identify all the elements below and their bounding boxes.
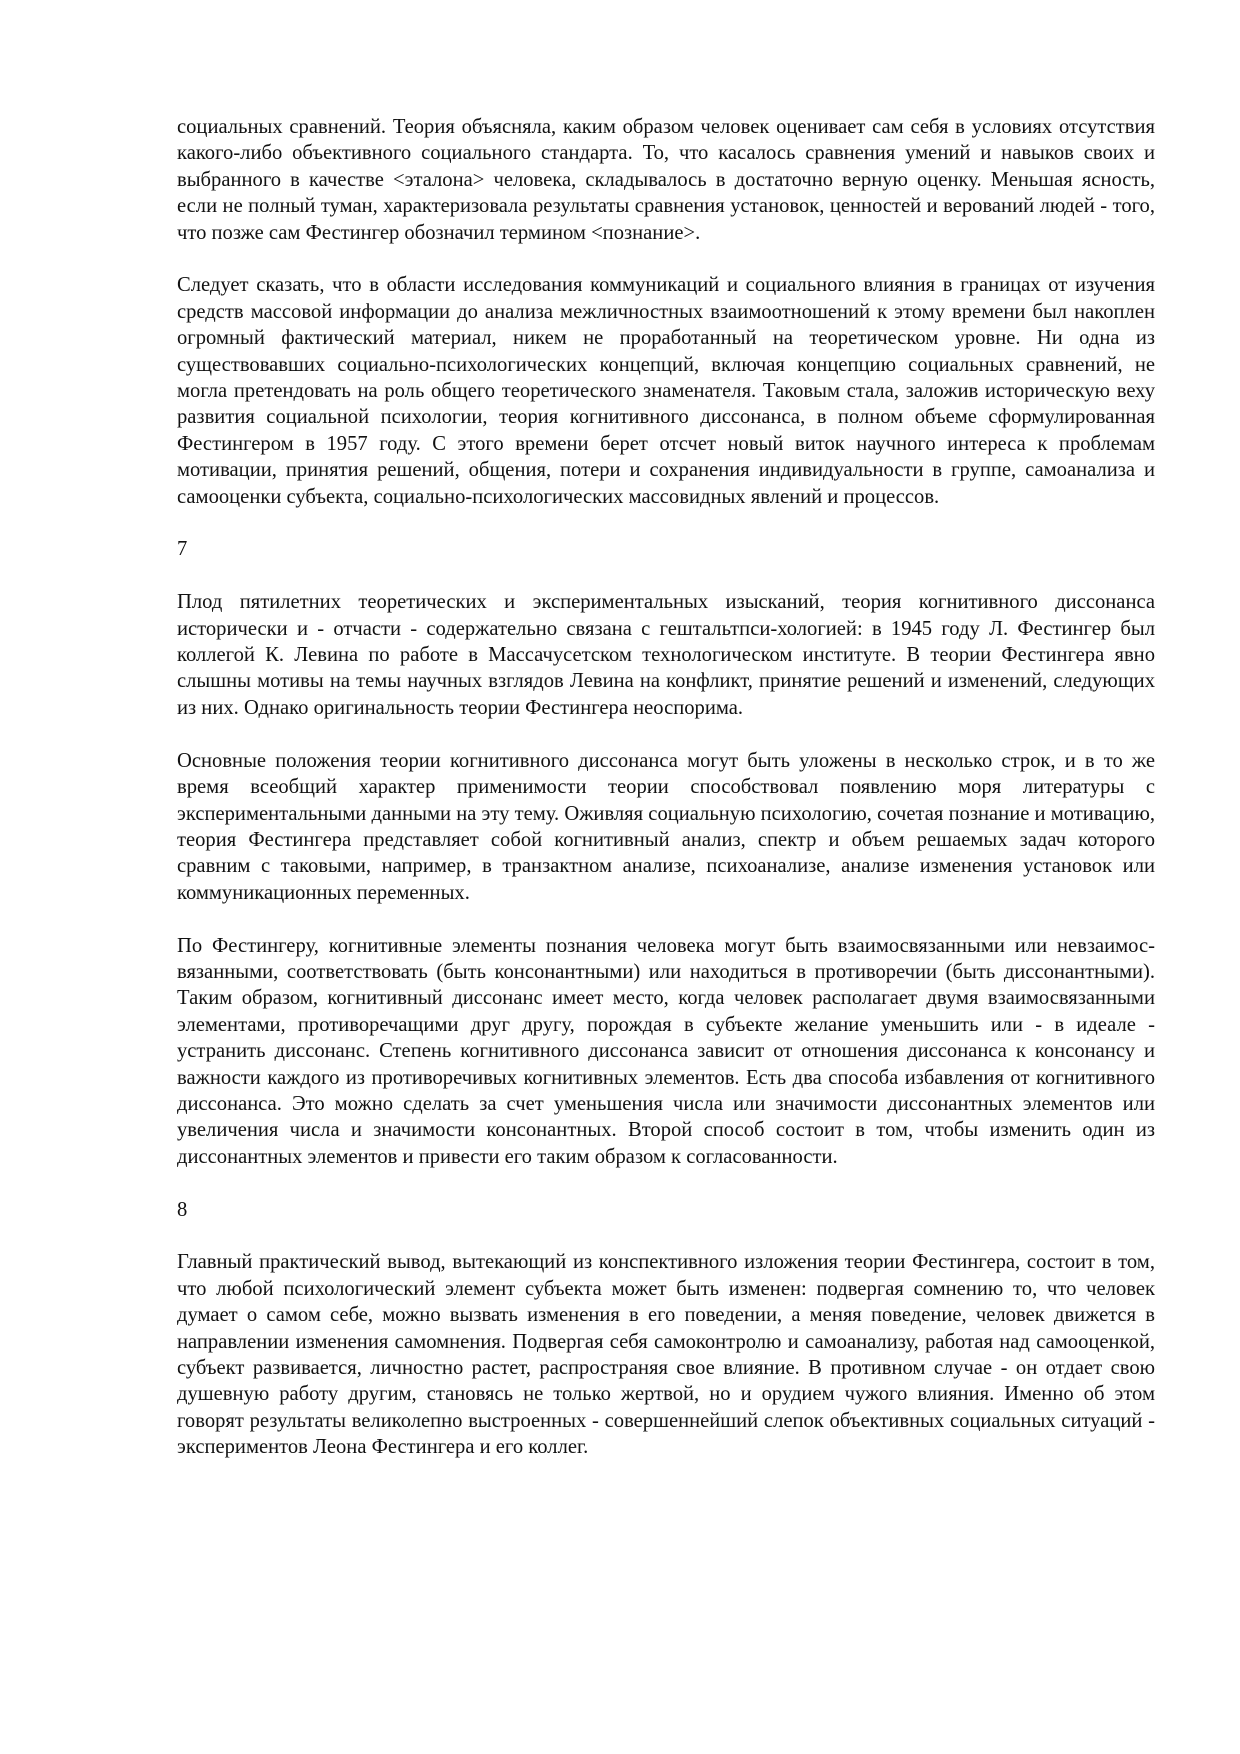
- paragraph-practical-conclusion: Главный практический вывод, вытекающий из конспективного изложения теории Фестингера, состоит в том, что любой психологический элемент субъекта может быть изменен: подвергая сомнению то, что человек думает о самом себе, можно вызвать изменения в его поведении, а меняя поведение, человек движется в направлении изменения самомнения. Подвергая себя самоконтролю и самоанализу, работая над самооценкой, субъект развивается, личностно растет, распространяя свое влияние. В противном случае - он отдает свою душевную работу другим, становясь не только жертвой, но и орудием чужого влияния. Именно об этом говорят результаты великолепно выстроенных - совершеннейший слепок объективных социальных ситуаций - экспериментов Леона Фестингера и его коллег.: [177, 1251, 1155, 1459]
- text-column: [177, 114, 1155, 1487]
- page-number-7: 7: [177, 538, 188, 561]
- page-number-8: 8: [177, 1198, 188, 1221]
- paragraph-social-comparison: социальных сравнений. Теория объясняла, каким образом человек оценивает сам себя в условиях отсутствия какого-либо объективного социального стандарта. То, что касалось сравнения умений и навыков своих и выбранного в качестве <эталона> человека, складывалось в достаточно верную оценку. Меньшая ясность, если не полный туман, характеризовала результаты сравнения установок, ценностей и верований людей - того, что позже сам Фестингер обозначил термином <познание>.: [177, 116, 1155, 244]
- paragraph-theory-origins: Плод пятилетних теоретических и экспериментальных изысканий, теория когнитивного диссонанса исторически и - отчасти - содержательно связана с гештальтпси-хологией: в 1945 году Л. Фестингер был коллегой К. Левина по работе в Массачусетском технологическом институте. В теории Фестингера явно слышны мотивы на темы научных взглядов Левина на конфликт, принятие решений и изменений, следующих из них. Однако оригинальность теории Фестингера неоспорима.: [177, 591, 1155, 719]
- paragraph-main-propositions: Основные положения теории когнитивного диссонанса могут быть уложены в несколько строк, и в то же время всеобщий характер применимости теории способствовал появлению моря литературы с экспериментальными данными на эту тему. Оживляя социальную психологию, сочетая познание и мотивацию, теория Фестингера представляет собой когнитивный анализ, спектр и объем решаемых задач которого сравним с таковыми, например, в транзактном анализе, психоанализе, анализе изменения установок или коммуникационных переменных.: [177, 749, 1155, 904]
- paragraph-communications-research: Следует сказать, что в области исследования коммуникаций и социального влияния в границах от изучения средств массовой информации до анализа межличностных взаимоотношений к этому времени был накоплен огромный фактический материал, никем не проработанный на теоретическом уровне. Ни одна из существовавших социально-психологических концепций, включая концепцию социальных сравнений, не могла претендовать на роль общего теоретического знаменателя. Таковым стала, заложив историческую веху развития социальной психологии, теория когнитивного диссонанса, в полном объеме сформулированная Фестингером в 1957 году. С этого времени берет отсчет новый виток научного интереса к проблемам мотивации, принятия решений, общения, потери и сохранения индивидуальности в группе, самоанализа и самооценки субъекта, социально-психологических массовидных явлений и процессов.: [177, 274, 1155, 508]
- paragraph-cognitive-elements: По Фестингеру, когнитивные элементы познания человека могут быть взаимосвязанными или невзаимос-вязанными, соответствовать (быть консонантными) или находиться в противоречии (быть диссонантными). Таким образом, когнитивный диссонанс имеет место, когда человек располагает двумя взаимосвязанными элементами, противоречащими друг другу, порождая в субъекте желание уменьшить или - в идеале - устранить диссонанс. Степень когнитивного диссонанса зависит от отношения диссонанса к консонансу и важности каждого из противоречивых когнитивных элементов. Есть два способа избавления от когнитивного диссонанса. Это можно сделать за счет уменьшения числа или значимости диссонантных элементов или увеличения числа и значимости консонантных. Второй способ состоит в том, чтобы изменить один из диссонантных элементов и привести его таким образом к согласованности.: [177, 934, 1155, 1168]
